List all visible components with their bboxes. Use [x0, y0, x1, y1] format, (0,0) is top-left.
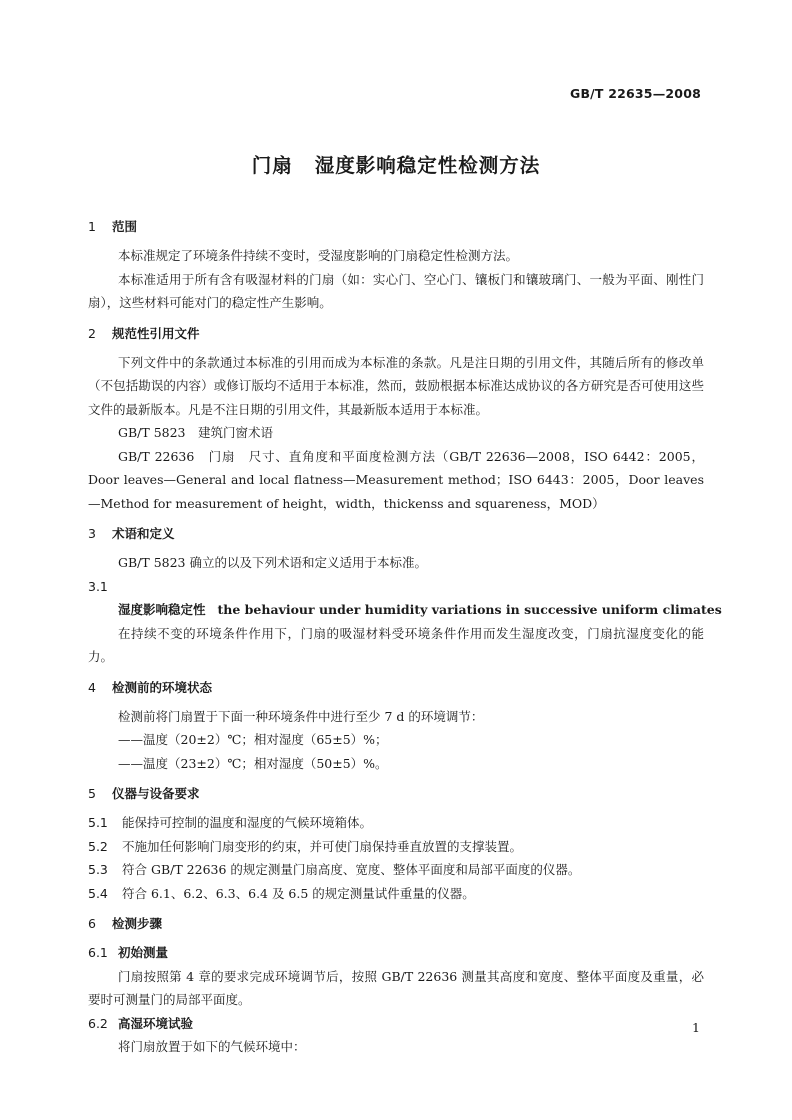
- paragraph: GB/T 5823 确立的以及下列术语和定义适用于本标准。: [118, 555, 427, 570]
- section-number: 4: [88, 679, 96, 695]
- paragraph: 本标准规定了环境条件持续不变时，受湿度影响的门扇稳定性检测方法。: [118, 248, 519, 263]
- section-title: 检测前的环境状态: [112, 679, 213, 695]
- term-entry: [88, 598, 722, 622]
- section-title: 仪器与设备要求: [112, 786, 200, 801]
- section-heading-1: [88, 214, 704, 240]
- condition-item: ——温度（23±2）℃；相对湿度（50±5）%。: [118, 755, 388, 771]
- subsection-heading: 6.2 高湿环境试验: [88, 1015, 194, 1031]
- document-body: [88, 214, 722, 1059]
- section-number: 3: [88, 526, 96, 541]
- paragraph: 下列文件中的条款通过本标准的引用而成为本标准的条款。凡是注日期的引用文件，其随后所有的修改单（不包括勘误的内容）或修订版均不适用于本标准，然而，鼓励根据本标准达成协议的各方研究是否可使用这些文件的最新版本。凡是不注日期的引用文件，其最新版本适用于本标准。: [88, 354, 704, 417]
- section-heading-2: [88, 321, 704, 347]
- requirement-item: 5.1 能保持可控制的温度和湿度的气候环境箱体。: [88, 815, 373, 830]
- title-part-1: 门扇: [251, 154, 293, 177]
- section-heading-6: [88, 911, 704, 937]
- paragraph: 本标准适用于所有含有吸湿材料的门扇（如：实心门、空心门、镶板门和镶玻璃门、一般为平面、刚性门扇），这些材料可能对门的稳定性产生影响。: [88, 271, 704, 310]
- reference-item: GB/T 22636 门扇 尺寸、直角度和平面度检测方法（GB/T 22636—2008，ISO 6442：2005，Door leaves—General and local flatness—Measurement method；ISO 6443：2005，Door leaves—Method for measurement of height，width，thickenss and squareness，MOD）: [88, 448, 704, 511]
- section-title: 检测步骤: [112, 916, 163, 931]
- section-title: 术语和定义: [112, 526, 175, 541]
- section-number: 2: [88, 325, 96, 341]
- subsection-heading: 6.1 初始测量: [88, 945, 169, 960]
- standard-code: GB/T 22635—2008: [569, 86, 701, 101]
- section-heading-3: [88, 521, 704, 547]
- term-english: the behaviour under humidity variations in successive uniform climates: [217, 602, 722, 617]
- section-title: 规范性引用文件: [112, 325, 200, 341]
- subsection-number: 3.1: [88, 578, 108, 594]
- page-title: [0, 150, 792, 178]
- requirement-item: 5.3 符合 GB/T 22636 的规定测量门扇高度、宽度、整体平面度和局部平面度的仪器。: [88, 862, 581, 877]
- condition-item: ——温度（20±2）℃；相对湿度（65±5）%；: [118, 732, 388, 747]
- section-title: 范围: [112, 219, 138, 234]
- section-number: 5: [88, 786, 96, 801]
- section-heading-5: [88, 781, 704, 807]
- paragraph: 检测前将门扇置于下面一种环境条件中进行至少 7 d 的环境调节：: [118, 708, 484, 724]
- page-number: 1: [692, 1020, 700, 1035]
- section-heading-4: [88, 675, 704, 701]
- paragraph: 将门扇放置于如下的气候环境中：: [118, 1039, 306, 1054]
- title-part-2: 湿度影响稳定性检测方法: [314, 154, 541, 177]
- term-definition: 在持续不变的环境条件作用下，门扇的吸湿材料受环境条件作用而发生湿度改变，门扇抗湿度变化的能力。: [88, 625, 704, 664]
- requirement-item: 5.4 符合 6.1、6.2、6.3、6.4 及 6.5 的规定测量试件重量的仪器。: [88, 885, 475, 901]
- requirement-item: 5.2 不施加任何影响门扇变形的约束，并可使门扇保持垂直放置的支撑装置。: [88, 838, 523, 854]
- section-number: 6: [88, 916, 96, 931]
- term-chinese: 湿度影响稳定性: [118, 602, 206, 617]
- paragraph: 门扇按照第 4 章的要求完成环境调节后，按照 GB/T 22636 测量其高度和宽度、整体平面度及重量，必要时可测量门的局部平面度。: [88, 968, 704, 1007]
- reference-item: GB/T 5823 建筑门窗术语: [118, 425, 274, 440]
- section-number: 1: [88, 219, 96, 234]
